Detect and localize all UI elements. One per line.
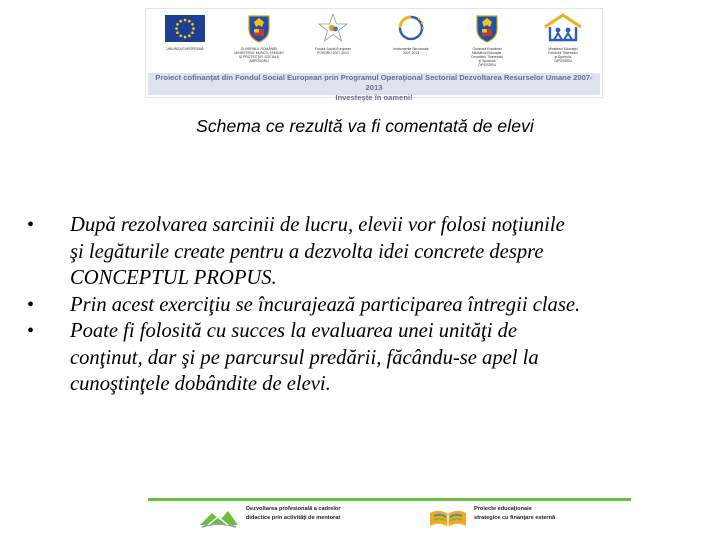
footer-divider [148, 498, 631, 501]
bullet-dot: • [27, 214, 35, 236]
slide-subtitle: Schema ce rezultă va fi comentată de elevi [196, 116, 534, 136]
bullet-line: CONCEPTUL PROPUS. [70, 267, 277, 289]
instrumente-structurale-logo: Instrumente Structurale 2007-2013 [376, 13, 446, 69]
bullet-item [24, 292, 696, 319]
cofinancing-strip [148, 73, 600, 102]
bullet-line: Poate fi folosită cu succes la evaluarea unei unităţi de [70, 320, 518, 342]
bullet-line: conţinut, dar şi pe parcursul predării, făcându-se apel la [70, 346, 539, 369]
eu-flag-icon [165, 15, 205, 42]
partner-logo-banner [145, 8, 603, 102]
fse-logo: Fondul Social European POSDRU 2007-2013 [298, 13, 368, 69]
logos-row [146, 13, 602, 69]
book-mountain-logo-icon [198, 505, 240, 529]
bullet-dot: • [27, 293, 35, 316]
bullet-dot: • [27, 320, 35, 342]
bullet-line: Prin acest exerciţiu se încurajează participarea întregii clase. [70, 293, 581, 316]
houses-logo-icon [543, 13, 583, 43]
footer-project-right [428, 505, 555, 529]
structural-instruments-icon [394, 13, 428, 43]
footer-project-left [198, 505, 341, 529]
footer-right-text: Proiecte educaţionale strategice cu finanţare externă [474, 506, 556, 521]
ministry-education-logo: Guvernul României Ministerul Educaţiei, Cercetării, Tineretului şi Sportului OIPOSDRU [452, 13, 522, 69]
open-book-logo-icon [428, 505, 468, 529]
footer-left-text: Dezvoltarea profesională a cadrelor didactice prin activităţi de mentorat [246, 506, 341, 521]
bullet-list [24, 212, 696, 398]
bullet-line: cunoştinţele dobândite de elevi. [70, 373, 331, 395]
bullet-line: şi legăturile create pentru a dezvolta idei concrete despre [70, 240, 544, 263]
romanian-coat-of-arms-icon [246, 13, 272, 43]
romanian-coat-of-arms-icon [474, 13, 500, 43]
strip-text-line1: Proiect cofinanţat din Fondul Social European prin Programul Operaţional Sectorial Dezvoltarea Resurselor Umane 2007-2013 [155, 73, 593, 92]
government-logo: GUVERNUL ROMÂNIEI MINISTERUL MUNCII, FAMILIEI ŞI PROTECŢIEI SOCIALE AMPOSDRU [224, 13, 294, 69]
bullet-item [24, 212, 696, 292]
oiposdru-logo: Ministerul Educaţiei Fondului Tineretului şi Sportului OIPOSDRU [528, 13, 598, 69]
strip-text-line2: Investeşte în oameni! [335, 93, 413, 102]
bullet-line: După rezolvarea sarcinii de lucru, elevii vor folosi noţiunile [70, 214, 565, 236]
eu-logo: UNIUNEA EUROPEANĂ [150, 13, 220, 69]
fse-star-icon [318, 13, 348, 43]
bullet-item [24, 318, 696, 398]
